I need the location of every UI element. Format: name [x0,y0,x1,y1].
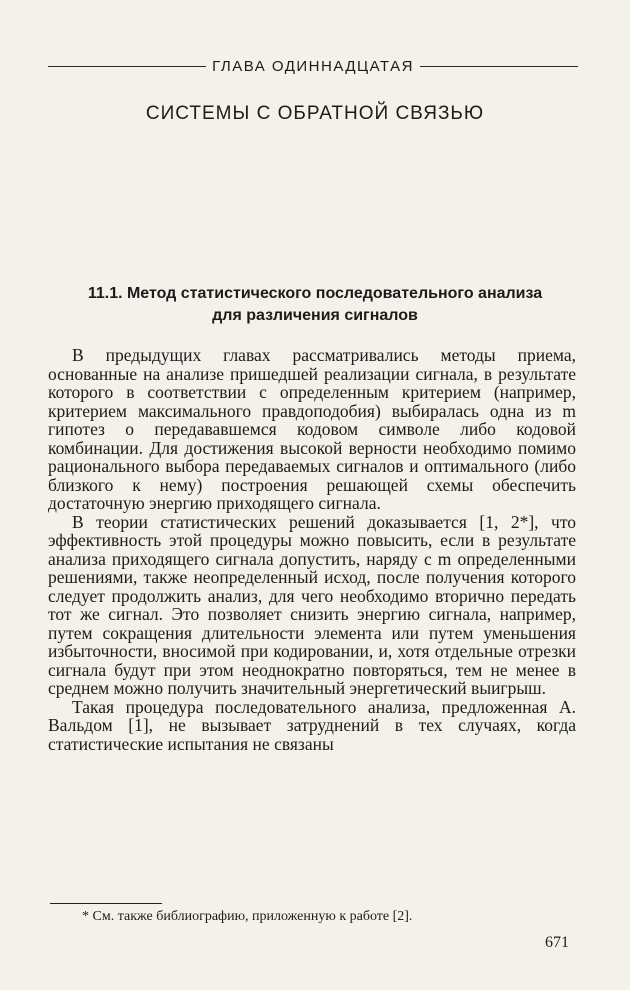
page-number: 671 [545,934,569,951]
paragraph-2: В теории статистических решений доказывается [1, 2*], что эффективность этой процедуры можно повысить, если в результате анализа приходящего сигнала допустить, наряду с m определенными решениями, также неопределенный исход, после получения которого следует продолжить анализ, для чего необходимо вторично передать тот же сигнал. Это позволяет снизить энергию сигнала, например, путем сокращения длительности элемента или путем уменьшения избыточности, вносимой при кодировании, и, хотя отдельные отрезки сигнала будут при этом неоднократно повторяться, тем не менее в среднем можно получить значительный энергетический выигрыш. [48,511,576,698]
paragraph-3: Такая процедура последовательного анализа, предложенная А. Вальдом [1], не вызывает затруднений в тех случаях, когда статистические испытания не связаны [48,696,576,754]
header-rule-left [48,66,206,67]
footnote: * См. также библиографию, приложенную к работе [2]. [82,909,413,924]
chapter-header [48,57,578,75]
footnote-divider [50,903,162,904]
chapter-title: СИСТЕМЫ С ОБРАТНОЙ СВЯЗЬЮ [145,103,485,124]
section-title-line-1: 11.1. Метод статистического последовательного анализа [87,285,543,302]
body-text [48,346,576,753]
section-title [40,283,590,327]
chapter-label: ГЛАВА ОДИННАДЦАТАЯ [212,57,414,75]
section-title-line-2: для различения сигналов [212,307,418,324]
header-rule-right [420,66,578,67]
paragraph-1: В предыдущих главах рассматривались методы приема, основанные на анализе пришедшей реализации сигнала, в результате которого в соответствии с определенным критерием (например, критерием максимального правдоподобия) выбиралась одна из m гипотез о передававшемся кодовом символе либо кодовой комбинации. Для достижения высокой верности необходимо помимо рационального выбора передаваемых сигналов и оптимального (либо близкого к нему) построения решающей схемы обеспечить достаточную энергию приходящего сигнала. [48,345,576,513]
